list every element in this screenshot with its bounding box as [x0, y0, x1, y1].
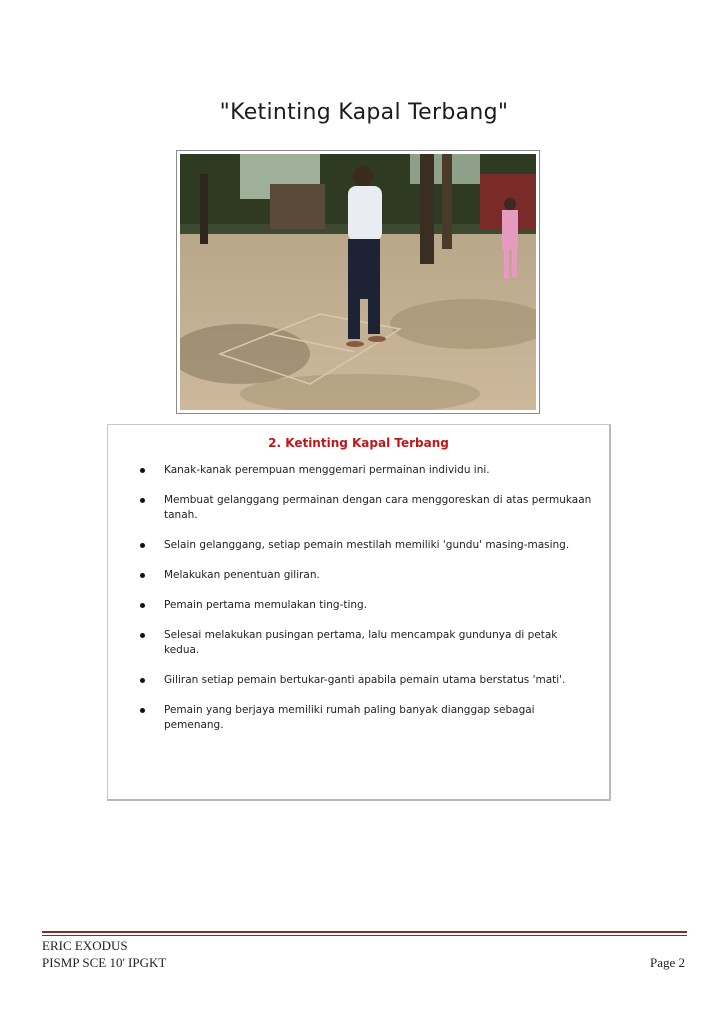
bullet-icon	[140, 468, 145, 473]
list-item-text: Melakukan penentuan giliran.	[164, 569, 320, 581]
bullet-list	[108, 463, 609, 748]
list-item-text: Selesai melakukan pusingan pertama, lalu mencampak gundunya di petak kedua.	[164, 629, 558, 656]
list-item	[108, 628, 609, 658]
photo-frame	[176, 150, 540, 414]
list-item-text: Membuat gelanggang permainan dengan cara menggoreskan di atas permukaan tanah.	[164, 494, 592, 521]
footer-author: ERIC EXODUS	[42, 938, 128, 953]
list-item	[108, 598, 609, 613]
box-title: 2. Ketinting Kapal Terbang	[268, 436, 449, 450]
list-item	[108, 538, 609, 553]
bullet-icon	[140, 543, 145, 548]
footer-divider-thin	[42, 935, 687, 936]
bullet-icon	[140, 708, 145, 713]
bullet-icon	[140, 678, 145, 683]
list-item	[108, 463, 609, 478]
footer-divider	[42, 931, 687, 933]
bullet-icon	[140, 633, 145, 638]
list-item-text: Selain gelanggang, setiap pemain mestilah memiliki 'gundu' masing-masing.	[164, 539, 570, 551]
bullet-icon	[140, 498, 145, 503]
footer-course: PISMP SCE 10' IPGKT	[42, 955, 167, 970]
bullet-icon	[140, 573, 145, 578]
bullet-icon	[140, 603, 145, 608]
list-item-text: Pemain pertama memulakan ting-ting.	[164, 599, 368, 611]
page-number: Page 2	[649, 955, 685, 970]
list-item	[108, 568, 609, 583]
photo-illustration	[180, 154, 536, 410]
hopscotch-photo	[180, 154, 536, 410]
list-item-text: Pemain yang berjaya memiliki rumah paling banyak dianggap sebagai pemenang.	[164, 704, 535, 731]
info-box	[107, 424, 611, 801]
list-item	[108, 673, 609, 688]
list-item-text: Kanak-kanak perempuan menggemari permainan individu ini.	[164, 464, 490, 476]
list-item	[108, 703, 609, 733]
list-item	[108, 493, 609, 523]
list-item-text: Giliran setiap pemain bertukar-ganti apabila pemain utama berstatus 'mati'.	[164, 674, 566, 686]
page-title: "Ketinting Kapal Terbang"	[219, 100, 509, 125]
